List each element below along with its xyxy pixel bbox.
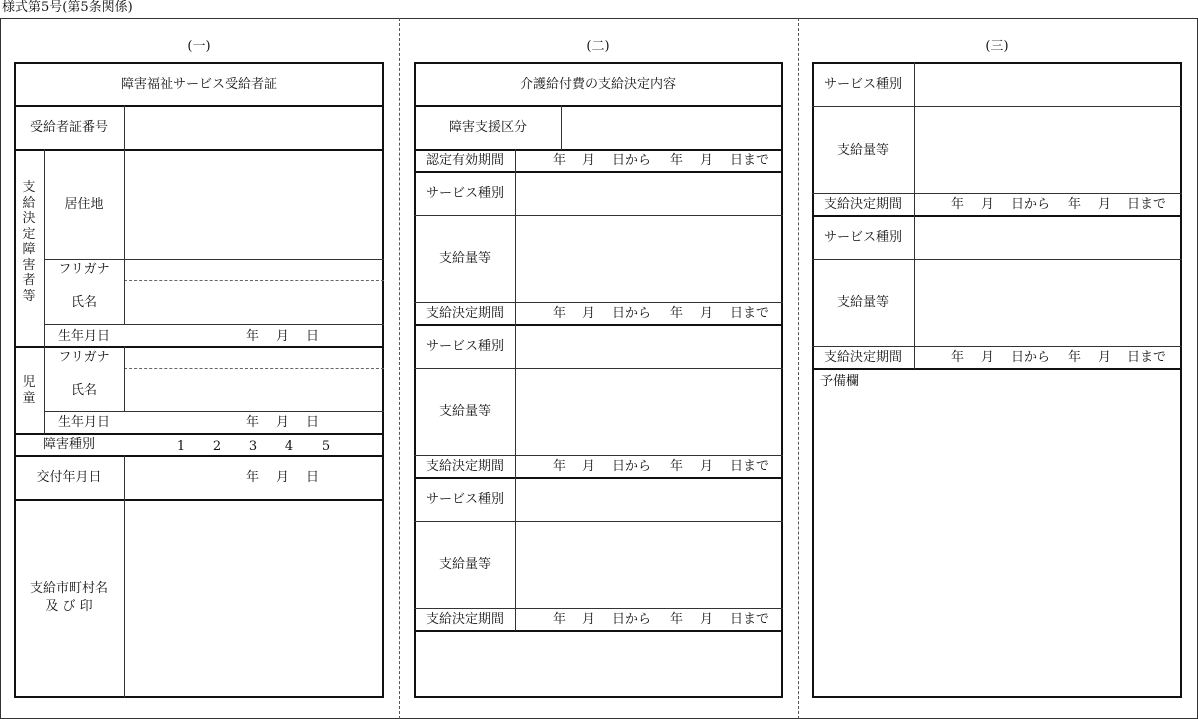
address-label: 居住地	[64, 197, 104, 212]
support-class-label: 障害支援区分	[448, 120, 528, 135]
service-type-label: サービス種別	[823, 230, 903, 245]
decision-period-label: 支給決定期間	[425, 612, 505, 627]
municipality-label: 支給市町村名	[29, 581, 109, 596]
panel-3-number: (三)	[985, 39, 1009, 54]
amount-label: 支給量等	[438, 251, 492, 266]
decision-period-label: 支給決定期間	[823, 350, 903, 365]
amount-label: 支給量等	[836, 295, 890, 310]
child-birthdate-label: 生年月日	[57, 415, 111, 430]
issue-date-label: 交付年月日	[36, 470, 102, 485]
service-type-label: サービス種別	[823, 77, 903, 92]
service-type-label: サービス種別	[425, 339, 505, 354]
cert-number-label: 受給者証番号	[29, 120, 109, 135]
form-number-title: 様式第5号(第5条関係)	[2, 0, 133, 15]
disability-type-5: 5	[321, 439, 331, 454]
disability-type-label: 障害種別	[42, 437, 96, 452]
panel-2-title: 介護給付費の支給決定内容	[519, 77, 677, 92]
amount-label: 支給量等	[836, 143, 890, 158]
seal-label: 及 び 印	[45, 599, 93, 614]
validity-period-label: 認定有効期間	[425, 153, 505, 168]
child-group-label: 児童	[22, 375, 36, 406]
panel-1-number: (一)	[187, 39, 211, 54]
panel-2-number: (二)	[586, 39, 610, 54]
child-furigana-label: フリガナ	[58, 350, 110, 365]
disability-type-3: 3	[248, 439, 258, 454]
furigana-label: フリガナ	[58, 262, 110, 277]
birthdate-label: 生年月日	[57, 329, 111, 344]
amount-label: 支給量等	[438, 557, 492, 572]
payee-group-label: 支給決定障害者等	[22, 180, 36, 304]
name-label: 氏名	[70, 295, 98, 310]
service-type-label: サービス種別	[425, 186, 505, 201]
fold-line-1	[399, 18, 400, 719]
child-name-label: 氏名	[70, 383, 98, 398]
disability-type-4: 4	[284, 439, 294, 454]
panel-1-title: 障害福祉サービス受給者証	[120, 77, 278, 92]
decision-period-label: 支給決定期間	[425, 306, 505, 321]
service-type-label: サービス種別	[425, 492, 505, 507]
disability-type-2: 2	[212, 439, 222, 454]
reserve-label: 予備欄	[820, 374, 860, 389]
amount-label: 支給量等	[438, 404, 492, 419]
disability-type-1: 1	[176, 439, 186, 454]
decision-period-label: 支給決定期間	[425, 459, 505, 474]
decision-period-label: 支給決定期間	[823, 197, 903, 212]
fold-line-2	[798, 18, 799, 719]
